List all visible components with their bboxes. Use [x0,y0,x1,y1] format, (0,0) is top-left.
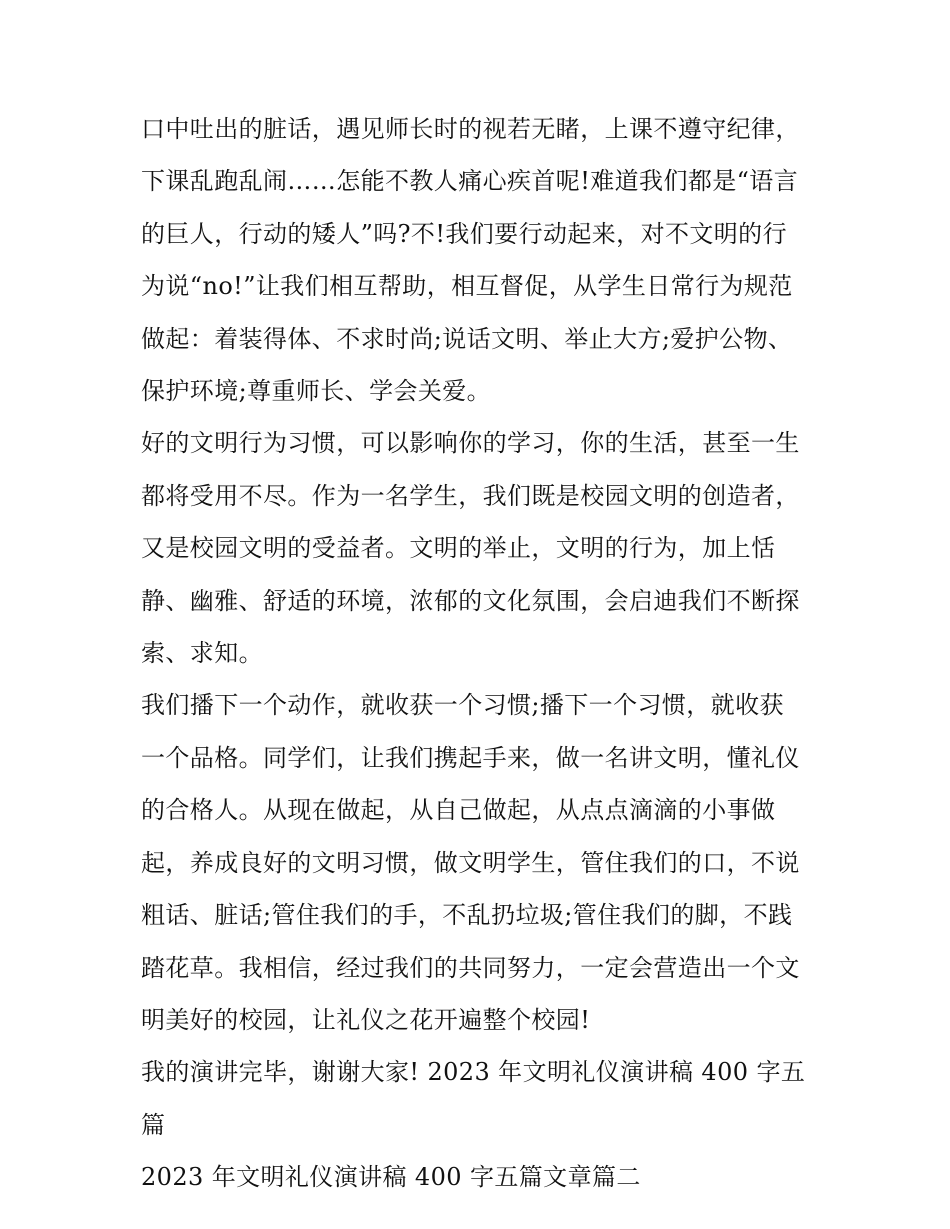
document-body [141,103,821,1204]
paragraph-4: 我的演讲完毕，谢谢大家! 2023 年文明礼仪演讲稿 400 字五篇 2023 年文明礼仪演讲稿 400 字五篇文章篇二 [141,1058,806,1192]
paragraph-3: 我们播下一个动作，就收获一个习惯;播下一个习惯，就收获 一个品格。同学们，让我们携起手来，做一名讲文明，懂礼仪 的合格人。从现在做起，从自己做起，从点点滴滴的小事做 起，养成良好的文明习惯，做文明学生，管住我们的口，不说 粗话、脏话;管住我们的手，不乱扔垃圾;管住我们的脚，不践 踏花草。我相信，经过我们的共同努力，一定会营造出一个文 明美好的校园，让礼仪之花开遍整个校园! [141,691,800,1034]
paragraph-1: 口中吐出的脏话，遇见师长时的视若无睹，上课不遵守纪律， 下课乱跑乱闹……怎能不教人痛心疾首呢!难道我们都是“语言 的巨人，行动的矮人”吗?不!我们要行动起来，对不文明的行 为说“no!”让我们相互帮助，相互督促，从学生日常行为规范 做起：着装得体、不求时尚;说话文明、举止大方;爱护公物、 保护环境;尊重师长、学会关爱。 [141,115,800,406]
paragraph-2: 好的文明行为习惯，可以影响你的学习，你的生活，甚至一生 都将受用不尽。作为一名学生，我们既是校园文明的创造者， 又是校园文明的受益者。文明的举止，文明的行为，加上恬 静、幽雅、舒适的环境，浓郁的文化氛围，会启迪我们不断探 索、求知。 [141,429,800,668]
